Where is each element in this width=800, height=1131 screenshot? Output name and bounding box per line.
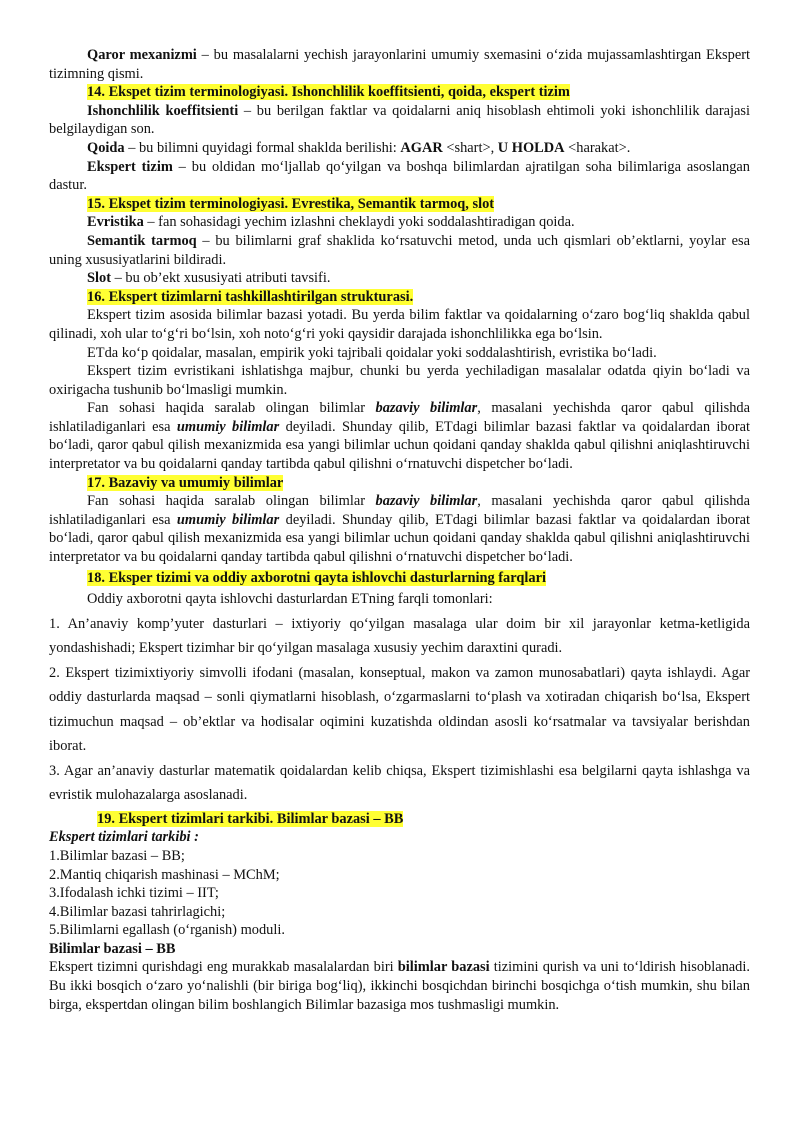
term-bilimlar-bazasi: bilimlar bazasi	[397, 959, 490, 976]
heading-text: 15. Ekspet tizim terminologiyasi. Evrestika, Semantik tarmoq, slot	[87, 195, 495, 212]
term: Ekspert tizim	[87, 158, 173, 175]
definition: <shart>,	[442, 139, 498, 156]
paragraph-16-3: Ekspert tizim evristikani ishlatishga majbur, chunki bu yerda yechiladigan masalalar odatda qiyin bo‘ladi va oxirigacha tushunib bo‘lmasligi mumkin.	[49, 363, 750, 398]
keyword-u-holda: U HOLDA	[497, 139, 565, 156]
list-item: 1. An’anaviy komp’yuter dasturlari – ixtiyoriy qo‘yilgan masalaga ular doim bir xil jarayonlar ketma-ketligida yondashishadi; Ekspert tizimhar bir qo‘yilgan masalaga xususiy yechim daraxtini quradi.	[49, 615, 750, 657]
list-item: 4.Bilimlar bazasi tahrirlagichi;	[49, 903, 226, 920]
text: deyiladi. Shunday qilib, ETdagi bilimlar bazasi faktlar va qoidalardan iborat bo‘ladi, qaror qabul qilish mexanizmida esa yangi bilimlar uchun qoidani qanday shaklda qabul qilishni aniqlashtiruvchi interpretator va bu qoidalarni qanday tartibda qabul qilishni o‘rnatuvchi dispetcher bo‘ladi.	[49, 511, 750, 566]
text: , masalani yechishda qaror qabul qilishda ishlatiladiganlari esa	[49, 400, 751, 435]
text: deyiladi. Shunday qilib, ETdagi bilimlar bazasi faktlar va qoidalardan iborat bo‘ladi, qaror qabul qilish mexanizmida esa yangi bilimlar uchun qoidani qanday shaklda qabul qilishni aniqlashtiruvchi interpretator va bu qoidalarni qanday tartibda qabul qilishni o‘rnatuvchi dispetcher bo‘ladi.	[49, 418, 750, 473]
list-item: 1.Bilimlar bazasi – BB;	[49, 847, 185, 864]
text: Ekspert tizimni qurishdagi eng murakkab masalalardan biri	[49, 959, 398, 976]
definition: – bu masalalarni yechish jarayonlarini umumiy sxemasini o‘zida mujassamlashtirgan Ekspert tizimning qismi.	[49, 47, 750, 82]
heading-18	[49, 569, 750, 588]
paragraph-ekspert-tizim	[49, 158, 750, 195]
definition: – bu ob’ekt xususiyati atributi tavsifi.	[111, 270, 331, 287]
definition: – bu bilimlarni graf shaklida ko‘rsatuvchi metod, unda uch qismlari ob’ektlarni, yoylar esa uning xususiyatlarini bildiradi.	[49, 232, 750, 268]
term: Qoida	[87, 139, 125, 156]
bb-title: Bilimlar bazasi – BB	[49, 940, 176, 957]
paragraph-16-2: ETda ko‘p qoidalar, masalan, empirik yoki tajribali qoidalar yoki soddalashtirish, evristika bo‘ladi.	[87, 344, 657, 361]
paragraph-slot	[49, 269, 750, 288]
paragraph-fan-sohasi-2	[49, 492, 750, 566]
components-title: Ekspert tizimlari tarkibi :	[49, 829, 199, 846]
paragraph-fan-sohasi-1	[49, 399, 750, 473]
heading-text: 19. Ekspert tizimlari tarkibi. Bilimlar bazasi – BB	[97, 810, 404, 827]
term: Ishonchlilik koeffitsienti	[87, 102, 239, 119]
list-item: 5.Bilimlarni egallash (o‘rganish) moduli.	[49, 922, 285, 939]
heading-15	[49, 195, 750, 214]
paragraph-qaror-mexanizmi	[49, 46, 750, 83]
paragraph-semantik-tarmoq	[49, 232, 750, 269]
paragraph-16-1: Ekspert tizim asosida bilimlar bazasi yotadi. Bu yerda bilim faktlar va qoidalarning o‘zaro bog‘liq shaklda qabul qilinadi, xoh ular to‘g‘ri bo‘lsin, xoh noto‘g‘ri yoki qaysidir darajada ishonchlilikka ega bo‘lsin.	[49, 307, 750, 342]
heading-14	[49, 83, 750, 102]
term-bazaviy: bazaviy bilimlar	[375, 493, 478, 510]
definition: – bu oldidan mo‘ljallab qo‘yilgan va boshqa bilimlardan ajratilgan soha bilimlariga asoslangan dastur.	[49, 158, 750, 194]
list-item: 3.Ifodalash ichki tizimi – IIT;	[49, 885, 219, 902]
heading-16	[49, 288, 750, 307]
term-umumiy: umumiy bilimlar	[176, 511, 280, 528]
keyword-agar: AGAR	[400, 139, 443, 156]
list-item: 3. Agar an’anaviy dasturlar matematik qoidalardan kelib chiqsa, Ekspert tizimishlashi esa belgilarni qayta ishlashga va evristik mulohazalarga asoslanadi.	[49, 762, 750, 804]
heading-17	[49, 474, 750, 493]
term-umumiy: umumiy bilimlar	[176, 418, 280, 435]
text: Fan sohasi haqida saralab olingan bilimlar	[87, 493, 376, 510]
list-item: 2.Mantiq chiqarish mashinasi – MChM;	[49, 866, 280, 883]
definition: – bu bilimni quyidagi formal shaklda berilishi:	[124, 139, 401, 156]
term: Evristika	[87, 214, 144, 231]
paragraph-qoida	[49, 139, 750, 158]
paragraph-evristika	[49, 213, 750, 232]
heading-text: 17. Bazaviy va umumiy bilimlar	[87, 474, 284, 491]
heading-text: 18. Eksper tizimi va oddiy axborotni qayta ishlovchi dasturlarning farqlari	[87, 569, 546, 586]
definition: – bu berilgan faktlar va qoidalarni aniq hisoblash ehtimoli yoki ishonchlilik darajasi belgilaydigan son.	[49, 102, 750, 138]
term: Semantik tarmoq	[87, 232, 197, 249]
text: tizimini qurish va uni to‘ldirish hisoblanadi. Bu ikki bosqich o‘zaro yo‘nalishli (bir biriga bog‘liq), ikkinchi bosqichdan birinchi bosqichga o‘tish mumkin, shu bilan birga, ekspertdan olingan bilim boshlangich Bilimlar bazasiga mos tushmasligi mumkin.	[49, 959, 750, 1013]
heading-text: 16. Ekspert tizimlarni tashkillashtirilgan strukturasi.	[87, 288, 414, 305]
paragraph-bilimlar-bazasi	[49, 958, 750, 1014]
paragraph-ishonchlilik	[49, 102, 750, 139]
term: Qaror mexanizmi	[87, 47, 197, 63]
paragraph-18-intro: Oddiy axborotni qayta ishlovchi dasturlardan ETning farqli tomonlari:	[87, 591, 493, 608]
components-list	[49, 828, 750, 940]
definition: <harakat>.	[564, 139, 631, 156]
heading-text: 14. Ekspet tizim terminologiyasi. Ishonchlilik koeffitsienti, qoida, ekspert tizim	[87, 84, 570, 101]
term-bazaviy: bazaviy bilimlar	[375, 400, 478, 417]
text: Fan sohasi haqida saralab olingan bilimlar	[87, 400, 376, 417]
differences-section	[49, 587, 750, 808]
list-item: 2. Ekspert tizimixtiyoriy simvolli ifodani (masalan, konseptual, makon va zamon munosabatlari) qayta ishlaydi. Agar oddiy dasturlarda maqsad – sonli qiymatlarni hisoblash, o‘zgarmaslarni to‘plash va xotiradan chiqarish bo‘lsa, Ekspert tizimuchun maqsad – ob’ektlar va hodisalar oqimini kuzatishda oldindan asosli ko‘rsatmalar va tavsiyalar berishdan iborat.	[49, 664, 750, 755]
heading-19	[49, 810, 750, 829]
text: , masalani yechishda qaror qabul qilishda ishlatiladiganlari esa	[49, 493, 751, 528]
term: Slot	[87, 270, 111, 287]
definition: – fan sohasidagi yechim izlashni cheklaydi yoki soddalashtiradigan qoida.	[143, 214, 575, 231]
